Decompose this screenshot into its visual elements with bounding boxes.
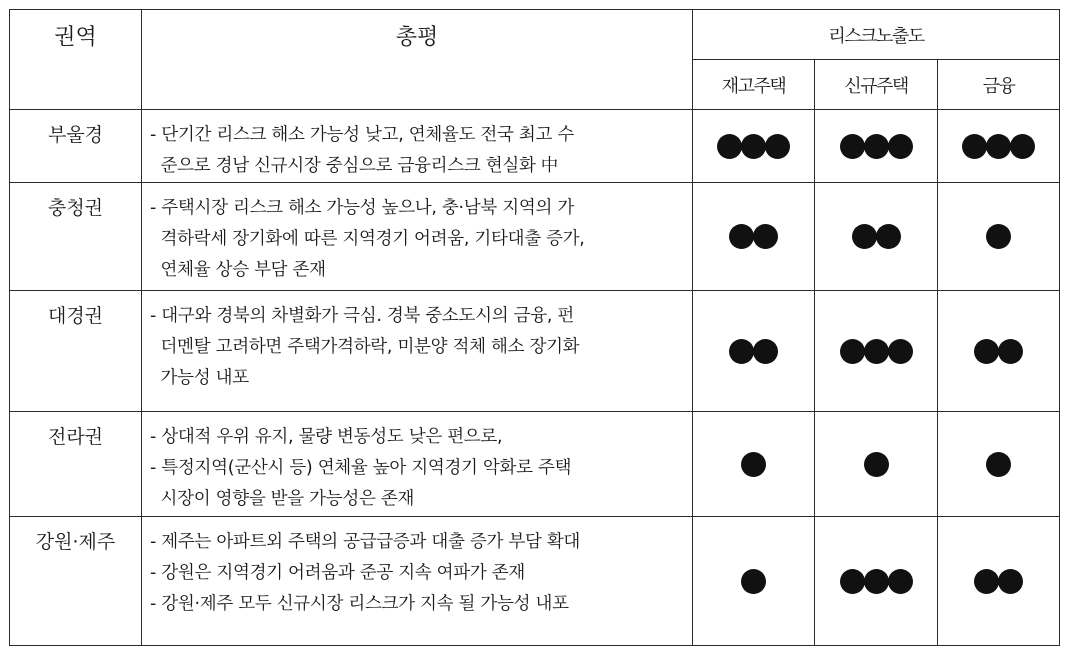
risk-dot-icon <box>741 452 766 477</box>
risk-dot-icon <box>717 134 742 159</box>
header-finance: 금융 <box>938 60 1060 110</box>
risk-dot-icon <box>986 134 1011 159</box>
risk-dot-icon <box>974 569 999 594</box>
risk-dot-icon <box>729 224 754 249</box>
summary-line: - 강원은 지역경기 어려움과 준공 지속 여파가 존재 <box>150 563 525 583</box>
risk-dot-icon <box>962 134 987 159</box>
summary-line: - 단기간 리스크 해소 가능성 낮고, 연체율도 전국 최고 수 <box>150 125 574 145</box>
exposure-finance <box>938 412 1060 517</box>
risk-dot-icon <box>998 569 1023 594</box>
header-new-housing: 신규주택 <box>815 60 938 110</box>
risk-dot-icon <box>998 339 1023 364</box>
summary-cell <box>142 517 693 646</box>
table-body <box>10 110 1060 646</box>
risk-dot-icon <box>840 134 865 159</box>
exposure-existing-housing <box>693 110 815 183</box>
table-row <box>10 412 1060 517</box>
summary-line: 더멘탈 고려하면 주택가격하락, 미분양 적체 해소 장기화 <box>150 337 580 357</box>
risk-dot-icon <box>765 134 790 159</box>
header-existing-housing: 재고주택 <box>693 60 815 110</box>
header-region: 권역 <box>10 10 142 110</box>
risk-dot-icon <box>753 339 778 364</box>
exposure-new-housing <box>815 110 938 183</box>
region-name: 강원·제주 <box>10 517 142 646</box>
exposure-new-housing <box>815 412 938 517</box>
region-name: 부울경 <box>10 110 142 183</box>
summary-line: 연체율 상승 부담 존재 <box>150 260 326 280</box>
risk-dot-icon <box>888 569 913 594</box>
risk-dot-icon <box>876 224 901 249</box>
table-row <box>10 110 1060 183</box>
header-risk-exposure: 리스크노출도 <box>693 10 1060 60</box>
risk-dot-icon <box>753 224 778 249</box>
risk-dot-icon <box>852 224 877 249</box>
exposure-new-housing <box>815 517 938 646</box>
summary-cell <box>142 291 693 412</box>
exposure-existing-housing <box>693 183 815 291</box>
risk-dot-icon <box>840 339 865 364</box>
table-row <box>10 517 1060 646</box>
risk-dot-icon <box>840 569 865 594</box>
summary-cell <box>142 110 693 183</box>
summary-line: - 주택시장 리스크 해소 가능성 높으나, 충·남북 지역의 가 <box>150 198 574 218</box>
risk-dot-icon <box>864 452 889 477</box>
summary-line: - 강원·제주 모두 신규시장 리스크가 지속 될 가능성 내포 <box>150 594 569 614</box>
risk-dot-icon <box>986 224 1011 249</box>
exposure-existing-housing <box>693 412 815 517</box>
region-name: 충청권 <box>10 183 142 291</box>
exposure-finance <box>938 517 1060 646</box>
summary-line: - 상대적 우위 유지, 물량 변동성도 낮은 편으로, <box>150 427 503 447</box>
summary-line: 격하락세 장기화에 따른 지역경기 어려움, 기타대출 증가, <box>150 229 585 249</box>
exposure-finance <box>938 291 1060 412</box>
risk-table <box>9 9 1060 646</box>
table-row <box>10 183 1060 291</box>
risk-dot-icon <box>741 134 766 159</box>
exposure-finance <box>938 110 1060 183</box>
summary-cell <box>142 183 693 291</box>
risk-dot-icon <box>888 339 913 364</box>
risk-dot-icon <box>986 452 1011 477</box>
summary-line: - 특정지역(군산시 등) 연체율 높아 지역경기 악화로 주택 <box>150 458 572 478</box>
risk-dot-icon <box>888 134 913 159</box>
exposure-existing-housing <box>693 291 815 412</box>
summary-line: 시장이 영향을 받을 가능성은 존재 <box>150 489 415 509</box>
summary-line: 준으로 경남 신규시장 중심으로 금융리스크 현실화 中 <box>150 156 559 176</box>
region-name: 대경권 <box>10 291 142 412</box>
header-summary: 총평 <box>142 10 693 110</box>
risk-dot-icon <box>741 569 766 594</box>
region-name: 전라권 <box>10 412 142 517</box>
exposure-existing-housing <box>693 517 815 646</box>
summary-line: - 제주는 아파트외 주택의 공급급증과 대출 증가 부담 확대 <box>150 532 581 552</box>
exposure-new-housing <box>815 291 938 412</box>
table-row <box>10 291 1060 412</box>
risk-dot-icon <box>864 569 889 594</box>
risk-dot-icon <box>729 339 754 364</box>
exposure-new-housing <box>815 183 938 291</box>
summary-line: - 대구와 경북의 차별화가 극심. 경북 중소도시의 금융, 펀 <box>150 306 574 326</box>
risk-dot-icon <box>974 339 999 364</box>
summary-line: 가능성 내포 <box>150 368 249 388</box>
risk-dot-icon <box>864 134 889 159</box>
risk-dot-icon <box>1010 134 1035 159</box>
exposure-finance <box>938 183 1060 291</box>
summary-cell <box>142 412 693 517</box>
risk-dot-icon <box>864 339 889 364</box>
